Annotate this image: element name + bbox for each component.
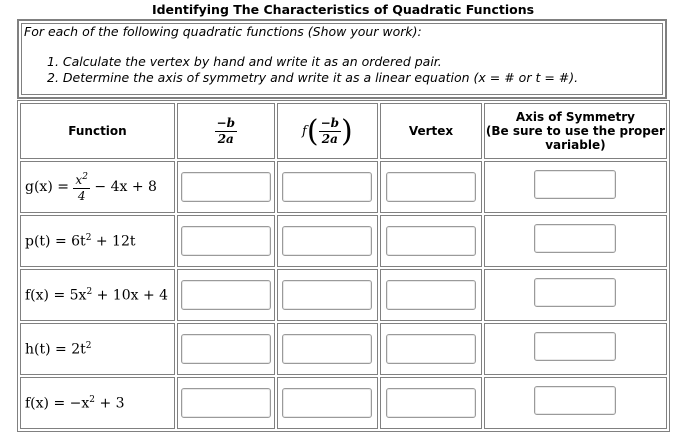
vertex-input[interactable] [386,226,476,256]
f-value-input[interactable] [282,226,372,256]
vertex-cell [380,323,482,375]
fraction-numerator: −b [320,115,340,130]
neg-b-over-2a-input[interactable] [181,280,271,310]
numerator-base: x [75,173,83,187]
vertex-cell [380,215,482,267]
neg-b-over-2a-fraction [215,116,237,147]
header-function: Function [20,103,175,159]
function-exponent: 2 [86,286,93,297]
vertex-cell [380,161,482,213]
fraction-denominator: 2a [217,131,234,146]
function-text: p(t) = 6t [25,233,86,250]
neg-b-over-2a-cell [177,269,275,321]
instruction-step-2: 2. Determine the axis of symmetry and write it as a linear equation (x = # or t = #). [47,70,579,85]
function-lhs: g(x) = [25,179,74,195]
neg-b-over-2a-cell [177,323,275,375]
axis-cell [484,215,667,267]
axis-header-line-3: variable) [545,138,606,152]
instructions-lead: For each of the following quadratic functions (Show your work): [24,24,422,39]
fraction-denominator: 2a [321,131,338,146]
function-exponent: 2 [85,340,92,351]
axis-cell [484,161,667,213]
function-rest: − 4x + 8 [89,179,157,195]
table-row [20,215,667,267]
neg-b-over-2a-input[interactable] [181,334,271,364]
axis-of-symmetry-input[interactable] [534,278,616,307]
fraction-numerator: −b [216,115,235,130]
page-title: Identifying The Characteristics of Quadratic Functions [151,2,535,17]
function-symbol: f [302,123,307,139]
right-paren: ) [341,113,353,149]
vertex-input[interactable] [386,334,476,364]
table-row [20,269,667,321]
f-value-cell [277,269,379,321]
table-row [20,161,667,213]
vertex-input[interactable] [386,172,476,202]
axis-cell [484,377,667,429]
header-vertex: Vertex [380,103,482,159]
neg-b-over-2a-cell [177,161,275,213]
function-rest: + 10x + 4 [92,287,169,304]
axis-header-line-2: (Be sure to use the proper [485,124,665,138]
table-row [20,323,667,375]
axis-of-symmetry-input[interactable] [534,224,616,253]
fraction-denominator: 4 [77,189,86,203]
neg-b-over-2a-input[interactable] [181,388,271,418]
f-value-cell [277,377,379,429]
function-rest: + 12t [91,233,136,250]
instruction-step-1: 1. Calculate the vertex by hand and write it as an ordered pair. [47,54,442,69]
numerator-exponent: 2 [82,172,88,182]
f-value-input[interactable] [282,334,372,364]
f-value-input[interactable] [282,388,372,418]
function-text: f(x) = −x [25,395,90,412]
fraction-numerator [73,170,90,189]
neg-b-over-2a-input[interactable] [181,172,271,202]
function-cell [20,161,175,213]
f-value-input[interactable] [282,172,372,202]
function-exponent: 2 [85,232,92,243]
function-fraction [73,170,90,204]
f-value-cell [277,215,379,267]
axis-cell [484,323,667,375]
function-text: h(t) = 2t [25,341,86,358]
neg-b-over-2a-cell [177,215,275,267]
header-row [20,103,667,159]
header-neg-b-over-2a [177,103,275,159]
vertex-cell [380,269,482,321]
vertex-input[interactable] [386,280,476,310]
axis-of-symmetry-input[interactable] [534,332,616,361]
f-value-cell [277,323,379,375]
function-cell [20,269,175,321]
f-argument-fraction [319,116,341,147]
function-rest: + 3 [95,395,125,412]
axis-of-symmetry-input[interactable] [534,386,616,415]
function-text: f(x) = 5x [25,287,87,304]
f-value-cell [277,161,379,213]
header-f-of-neg-b-over-2a [277,103,379,159]
left-paren: ( [306,113,319,149]
f-value-input[interactable] [282,280,372,310]
neg-b-over-2a-cell [177,377,275,429]
characteristics-table [17,100,670,432]
function-exponent: 2 [89,394,95,405]
neg-b-over-2a-input[interactable] [181,226,271,256]
axis-of-symmetry-input[interactable] [534,170,616,199]
function-cell [20,323,175,375]
axis-cell [484,269,667,321]
function-cell [20,215,175,267]
function-cell [20,377,175,429]
table-row [20,377,667,429]
axis-header-line-1: Axis of Symmetry [515,110,636,124]
header-axis-of-symmetry [484,103,667,159]
vertex-input[interactable] [386,388,476,418]
instructions-box [17,19,667,99]
vertex-cell [380,377,482,429]
